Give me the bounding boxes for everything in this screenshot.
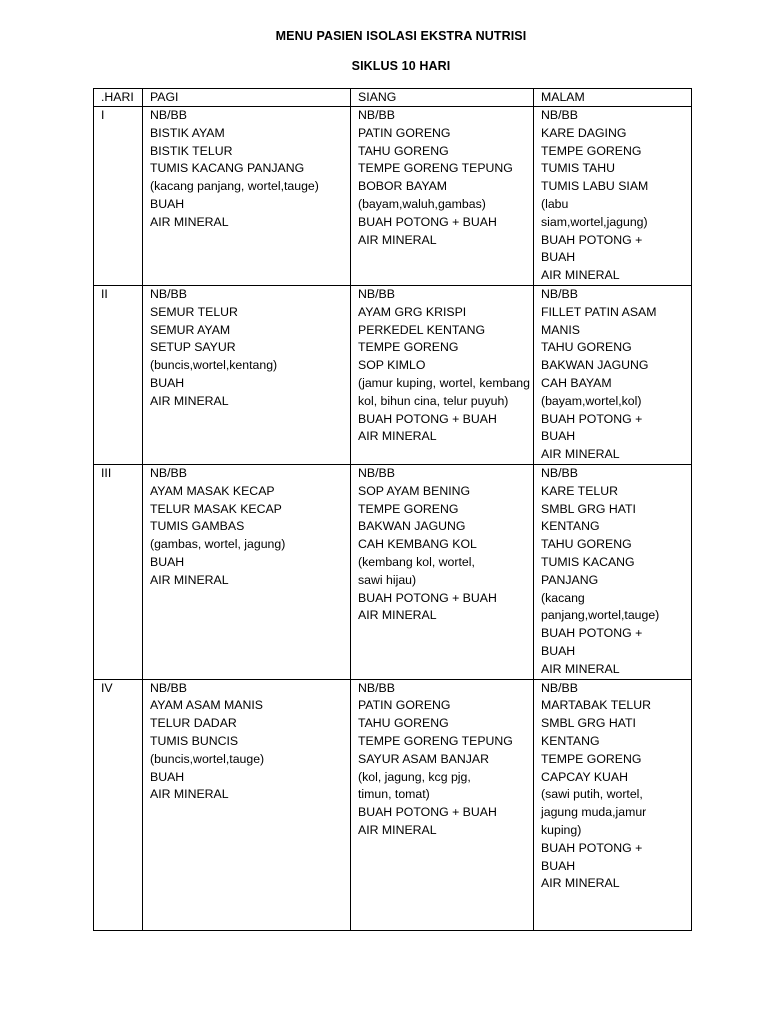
- menu-item: TAHU GORENG: [358, 716, 449, 731]
- menu-item: BUAH: [541, 643, 576, 658]
- menu-item: (sawi putih, wortel,: [541, 787, 643, 802]
- menu-item: NB/BB: [541, 680, 578, 695]
- menu-item: TEMPE GORENG: [358, 501, 459, 516]
- cell-pagi: [143, 107, 351, 286]
- menu-item: (labu: [541, 196, 569, 211]
- cell-hari: I: [94, 107, 143, 286]
- menu-item: BUAH: [541, 858, 576, 873]
- menu-item: SMBL GRG HATI: [541, 501, 636, 516]
- menu-item: (gambas, wortel, jagung): [150, 537, 286, 552]
- menu-item: AIR MINERAL: [541, 876, 620, 891]
- menu-item: AIR MINERAL: [150, 787, 229, 802]
- menu-item: SOP KIMLO: [358, 358, 426, 373]
- menu-item: TAHU GORENG: [541, 537, 632, 552]
- menu-item: AIR MINERAL: [541, 268, 620, 283]
- menu-item: NB/BB: [541, 287, 578, 301]
- menu-item: BUAH POTONG +: [541, 411, 643, 426]
- menu-item: TAHU GORENG: [358, 143, 449, 158]
- menu-item: SOP AYAM BENING: [358, 483, 471, 498]
- menu-item: PATIN GORENG: [358, 125, 451, 140]
- menu-item: KENTANG: [541, 733, 600, 748]
- cell-malam: [534, 679, 692, 930]
- menu-item: MANIS: [541, 322, 580, 337]
- table-header-row: [94, 89, 692, 107]
- menu-item: CAPCAY KUAH: [541, 769, 629, 784]
- menu-item: BUAH POTONG +: [541, 626, 643, 641]
- menu-item: PERKEDEL KENTANG: [358, 322, 486, 337]
- menu-item: NB/BB: [358, 287, 395, 301]
- menu-item: TUMIS KACANG PANJANG: [150, 161, 305, 176]
- menu-item: BUAH: [541, 250, 576, 265]
- cell-siang: [351, 464, 534, 679]
- menu-item: BUAH POTONG + BUAH: [358, 805, 497, 820]
- menu-item: TUMIS GAMBAS: [150, 519, 245, 534]
- menu-item: TUMIS LABU SIAM: [541, 179, 649, 194]
- cell-hari: II: [94, 286, 143, 465]
- menu-item: MARTABAK TELUR: [541, 698, 652, 713]
- menu-item: (kol, jagung, kcg pjg,: [358, 769, 471, 784]
- menu-item: SEMUR TELUR: [150, 304, 238, 319]
- menu-item: NB/BB: [150, 287, 187, 301]
- menu-item: NB/BB: [150, 680, 187, 695]
- cell-siang: [351, 107, 534, 286]
- menu-item: BISTIK AYAM: [150, 125, 225, 140]
- menu-item: (bayam,waluh,gambas): [358, 196, 486, 211]
- menu-item: TEMPE GORENG: [358, 340, 459, 355]
- menu-item: (bayam,wortel,kol): [541, 393, 642, 408]
- menu-item: NB/BB: [150, 108, 187, 122]
- menu-item: KENTANG: [541, 519, 600, 534]
- cell-hari: IV: [94, 679, 143, 930]
- menu-item: BOBOR BAYAM: [358, 179, 448, 194]
- table-row: [94, 679, 692, 930]
- menu-item: TEMPE GORENG TEPUNG: [358, 161, 513, 176]
- menu-item: (kacang: [541, 590, 585, 605]
- menu-item: jagung muda,jamur: [541, 805, 647, 820]
- menu-item: BUAH POTONG + BUAH: [358, 590, 497, 605]
- menu-item: NB/BB: [541, 465, 578, 480]
- menu-item: TEMPE GORENG TEPUNG: [358, 733, 513, 748]
- header-siang: SIANG: [351, 89, 534, 107]
- menu-item: TELUR MASAK KECAP: [150, 501, 282, 516]
- menu-item: SETUP SAYUR: [150, 340, 236, 355]
- header-pagi: PAGI: [143, 89, 351, 107]
- menu-item: CAH KEMBANG KOL: [358, 537, 477, 552]
- menu-item: BAKWAN JAGUNG: [541, 358, 649, 373]
- menu-item: AIR MINERAL: [358, 608, 437, 623]
- menu-item: KARE TELUR: [541, 483, 618, 498]
- menu-item: BUAH: [150, 375, 185, 390]
- menu-item: TEMPE GORENG: [541, 751, 642, 766]
- menu-item: BUAH: [541, 429, 576, 444]
- menu-item: AIR MINERAL: [358, 429, 437, 444]
- menu-item: TUMIS BUNCIS: [150, 733, 239, 748]
- menu-item: AIR MINERAL: [150, 572, 229, 587]
- cell-hari: III: [94, 464, 143, 679]
- cell-malam: [534, 464, 692, 679]
- menu-item: TUMIS KACANG: [541, 554, 635, 569]
- page-subtitle: SIKLUS 10 HARI: [351, 59, 451, 73]
- menu-item: sawi hijau): [358, 572, 417, 587]
- menu-item: BUAH POTONG + BUAH: [358, 411, 497, 426]
- menu-item: timun, tomat): [358, 787, 430, 802]
- menu-item: SAYUR ASAM BANJAR: [358, 751, 489, 766]
- menu-item: siam,wortel,jagung): [541, 214, 648, 229]
- menu-table: [93, 88, 692, 931]
- menu-item-detail: (jamur kuping, wortel, kembang kol, bihun cina, telur puyuh): [358, 375, 530, 408]
- menu-item: KARE DAGING: [541, 125, 627, 140]
- table-row: [94, 464, 692, 679]
- cell-pagi: [143, 679, 351, 930]
- menu-item: TEMPE GORENG: [541, 143, 642, 158]
- menu-item: TUMIS TAHU: [541, 161, 616, 176]
- cell-siang: [351, 286, 534, 465]
- cell-pagi: [143, 464, 351, 679]
- menu-item: PATIN GORENG: [358, 698, 451, 713]
- menu-item: panjang,wortel,tauge): [541, 608, 660, 623]
- page-title: MENU PASIEN ISOLASI EKSTRA NUTRISI: [275, 29, 527, 43]
- menu-item: AYAM MASAK KECAP: [150, 483, 275, 498]
- menu-item: NB/BB: [150, 465, 187, 480]
- menu-item: AYAM GRG KRISPI: [358, 304, 467, 319]
- menu-item: NB/BB: [358, 465, 395, 480]
- menu-item: AIR MINERAL: [358, 232, 437, 247]
- menu-item: BUAH POTONG +: [541, 840, 643, 855]
- menu-item: TELUR DADAR: [150, 716, 237, 731]
- menu-item: (kacang panjang, wortel,tauge): [150, 179, 319, 194]
- menu-item: AIR MINERAL: [541, 447, 620, 462]
- menu-item: (kembang kol, wortel,: [358, 554, 475, 569]
- cell-malam: [534, 286, 692, 465]
- header-malam: MALAM: [534, 89, 692, 107]
- table-row: [94, 107, 692, 286]
- menu-item: AYAM ASAM MANIS: [150, 698, 263, 713]
- menu-item: CAH BAYAM: [541, 375, 612, 390]
- menu-item: (buncis,wortel,tauge): [150, 751, 265, 766]
- menu-item: PANJANG: [541, 572, 599, 587]
- menu-item: NB/BB: [358, 680, 395, 695]
- menu-item: BISTIK TELUR: [150, 143, 233, 158]
- menu-item: AIR MINERAL: [541, 661, 620, 676]
- menu-item: AIR MINERAL: [150, 393, 229, 408]
- cell-pagi: [143, 286, 351, 465]
- menu-item: BUAH: [150, 554, 185, 569]
- menu-item: AIR MINERAL: [150, 214, 229, 229]
- menu-item: BUAH: [150, 196, 185, 211]
- menu-item: SMBL GRG HATI: [541, 716, 636, 731]
- menu-item: NB/BB: [541, 108, 578, 122]
- menu-item: FILLET PATIN ASAM: [541, 304, 657, 319]
- menu-item: BAKWAN JAGUNG: [358, 519, 466, 534]
- menu-item: (buncis,wortel,kentang): [150, 358, 278, 373]
- table-row: [94, 286, 692, 465]
- cell-malam: [534, 107, 692, 286]
- menu-item: BUAH: [150, 769, 185, 784]
- cell-siang: [351, 679, 534, 930]
- menu-item: NB/BB: [358, 108, 395, 122]
- menu-item: BUAH POTONG + BUAH: [358, 214, 497, 229]
- menu-item: TAHU GORENG: [541, 340, 632, 355]
- menu-item: BUAH POTONG +: [541, 232, 643, 247]
- menu-item: AIR MINERAL: [358, 822, 437, 837]
- menu-item: SEMUR AYAM: [150, 322, 231, 337]
- header-hari: .HARI: [94, 89, 143, 107]
- menu-item: kuping): [541, 822, 582, 837]
